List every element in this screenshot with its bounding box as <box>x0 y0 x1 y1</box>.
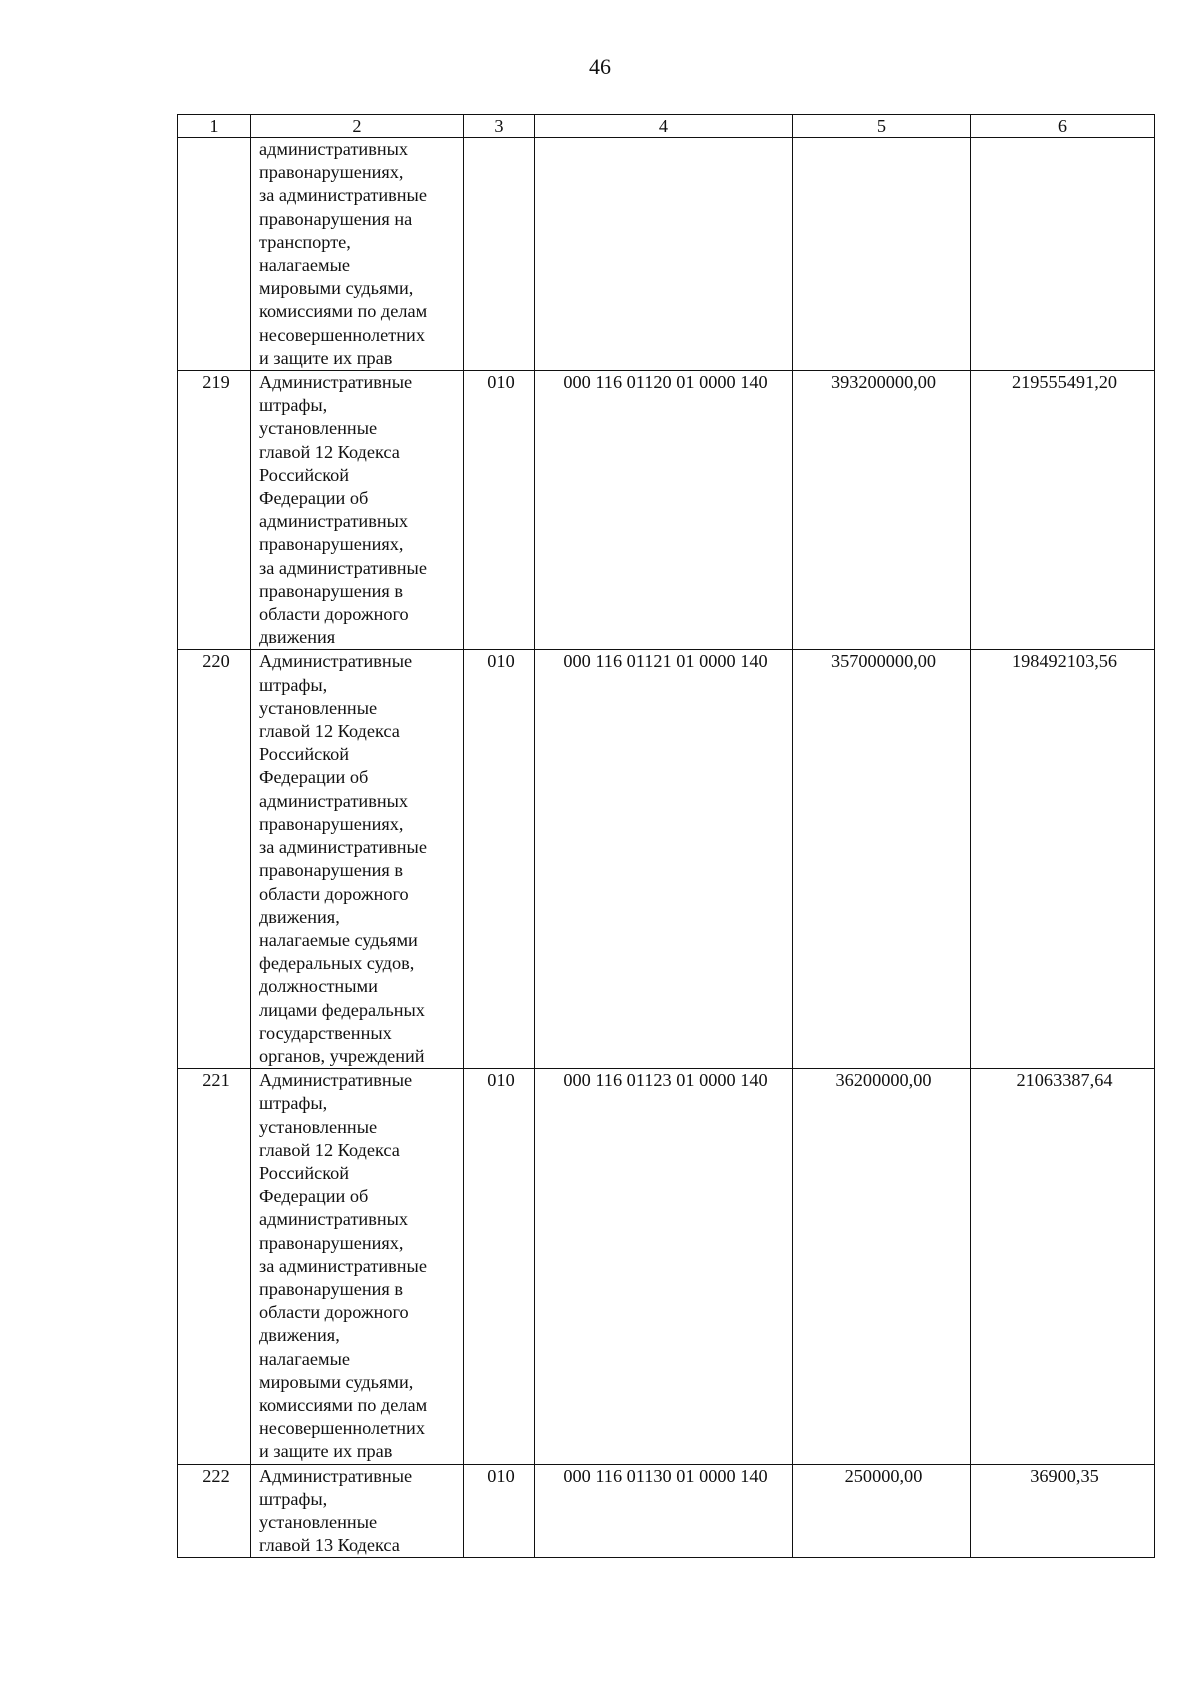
row-fact-amount-cell <box>971 138 1155 371</box>
description-line: несовершеннолетних <box>259 324 425 345</box>
description-line: установленные <box>259 418 378 439</box>
header-col-3: 3 <box>464 115 535 138</box>
row-code-cell: 010 <box>464 1069 535 1464</box>
description-line: административных <box>259 790 409 811</box>
row-fact-amount-cell: 21063387,64 <box>971 1069 1155 1464</box>
description-line: области дорожного <box>259 1302 409 1323</box>
description-line: движения <box>259 627 336 648</box>
description-line: и защите их прав <box>259 1441 393 1462</box>
header-col-2: 2 <box>251 115 464 138</box>
table-row <box>178 371 1155 650</box>
row-fact-amount-cell: 198492103,56 <box>971 650 1155 1069</box>
description-line: правонарушения в <box>259 1278 403 1299</box>
description-line: несовершеннолетних <box>259 1418 425 1439</box>
row-description-cell <box>251 138 464 371</box>
row-number-cell: 219 <box>178 371 251 650</box>
description-line: Федерации об <box>259 488 369 509</box>
description-line: Административные <box>259 1465 413 1486</box>
description-line: Российской <box>259 1162 350 1183</box>
page-number: 46 <box>589 54 611 79</box>
row-description-cell <box>251 650 464 1069</box>
description-line: за административные <box>259 837 427 858</box>
description-line: Российской <box>259 744 350 765</box>
description-line: правонарушения в <box>259 580 403 601</box>
description-line: налагаемые судьями <box>259 929 418 950</box>
description-line: административных <box>259 139 409 159</box>
row-kbk-cell: 000 116 01121 01 0000 140 <box>535 650 793 1069</box>
header-col-5: 5 <box>793 115 971 138</box>
row-plan-amount-cell: 393200000,00 <box>793 371 971 650</box>
description-line: Федерации об <box>259 1186 369 1207</box>
description-line: правонарушениях, <box>259 534 404 555</box>
description-line: Административные <box>259 372 413 393</box>
description-line: лицами федеральных <box>259 999 425 1020</box>
description-line: главой 12 Кодекса <box>259 1139 400 1160</box>
description-line: штрафы, <box>259 1093 328 1114</box>
row-code-cell: 010 <box>464 371 535 650</box>
description-line: налагаемые <box>259 1348 350 1369</box>
description-line: государственных <box>259 1022 392 1043</box>
row-number-cell <box>178 138 251 371</box>
table-header <box>178 115 1155 138</box>
description-line: установленные <box>259 1116 378 1137</box>
table-body <box>178 138 1155 1558</box>
row-number-cell: 222 <box>178 1464 251 1558</box>
description-line: Федерации об <box>259 767 369 788</box>
description-line: штрафы, <box>259 1488 328 1509</box>
row-number-cell: 221 <box>178 1069 251 1464</box>
description-line: Административные <box>259 651 413 672</box>
description-line: штрафы, <box>259 674 328 695</box>
header-col-4: 4 <box>535 115 793 138</box>
description-line: Российской <box>259 464 350 485</box>
description-line: административных <box>259 511 409 532</box>
table-row <box>178 138 1155 371</box>
row-description-cell <box>251 1464 464 1558</box>
description-line: главой 12 Кодекса <box>259 441 400 462</box>
description-line: правонарушения на <box>259 208 413 229</box>
table-row <box>178 650 1155 1069</box>
description-line: области дорожного <box>259 883 409 904</box>
description-line: правонарушениях, <box>259 162 404 183</box>
description-line: должностными <box>259 976 378 997</box>
header-col-1: 1 <box>178 115 251 138</box>
description-line: органов, учреждений <box>259 1045 425 1066</box>
table-row <box>178 1464 1155 1558</box>
row-plan-amount-cell: 357000000,00 <box>793 650 971 1069</box>
row-code-cell <box>464 138 535 371</box>
row-plan-amount-cell <box>793 138 971 371</box>
budget-table <box>177 114 1155 1558</box>
description-line: комиссиями по делам <box>259 301 428 322</box>
header-row <box>178 115 1155 138</box>
description-line: движения, <box>259 906 340 927</box>
row-fact-amount-cell: 36900,35 <box>971 1464 1155 1558</box>
row-code-cell: 010 <box>464 650 535 1069</box>
description-line: комиссиями по делам <box>259 1394 428 1415</box>
row-description-cell <box>251 1069 464 1464</box>
description-line: административных <box>259 1209 409 1230</box>
description-line: транспорте, <box>259 231 351 252</box>
description-line: штрафы, <box>259 395 328 416</box>
row-kbk-cell: 000 116 01123 01 0000 140 <box>535 1069 793 1464</box>
description-line: мировыми судьями, <box>259 278 414 299</box>
description-line: установленные <box>259 1511 378 1532</box>
description-line: мировыми судьями, <box>259 1371 414 1392</box>
row-plan-amount-cell: 250000,00 <box>793 1464 971 1558</box>
row-description-cell <box>251 371 464 650</box>
description-line: и защите их прав <box>259 347 393 368</box>
header-col-6: 6 <box>971 115 1155 138</box>
table-row <box>178 1069 1155 1464</box>
description-line: правонарушения в <box>259 860 403 881</box>
description-line: главой 13 Кодекса <box>259 1535 400 1556</box>
description-line: правонарушениях, <box>259 813 404 834</box>
row-fact-amount-cell: 219555491,20 <box>971 371 1155 650</box>
description-line: движения, <box>259 1325 340 1346</box>
description-line: за административные <box>259 1255 427 1276</box>
description-line: правонарушениях, <box>259 1232 404 1253</box>
description-line: установленные <box>259 697 378 718</box>
description-line: Административные <box>259 1070 413 1091</box>
row-kbk-cell: 000 116 01120 01 0000 140 <box>535 371 793 650</box>
row-kbk-cell <box>535 138 793 371</box>
row-plan-amount-cell: 36200000,00 <box>793 1069 971 1464</box>
description-line: федеральных судов, <box>259 953 415 974</box>
row-number-cell: 220 <box>178 650 251 1069</box>
description-line: за административные <box>259 557 427 578</box>
description-line: налагаемые <box>259 255 350 276</box>
description-line: области дорожного <box>259 604 409 625</box>
row-code-cell: 010 <box>464 1464 535 1558</box>
description-line: за административные <box>259 185 427 206</box>
row-kbk-cell: 000 116 01130 01 0000 140 <box>535 1464 793 1558</box>
description-line: главой 12 Кодекса <box>259 721 400 742</box>
